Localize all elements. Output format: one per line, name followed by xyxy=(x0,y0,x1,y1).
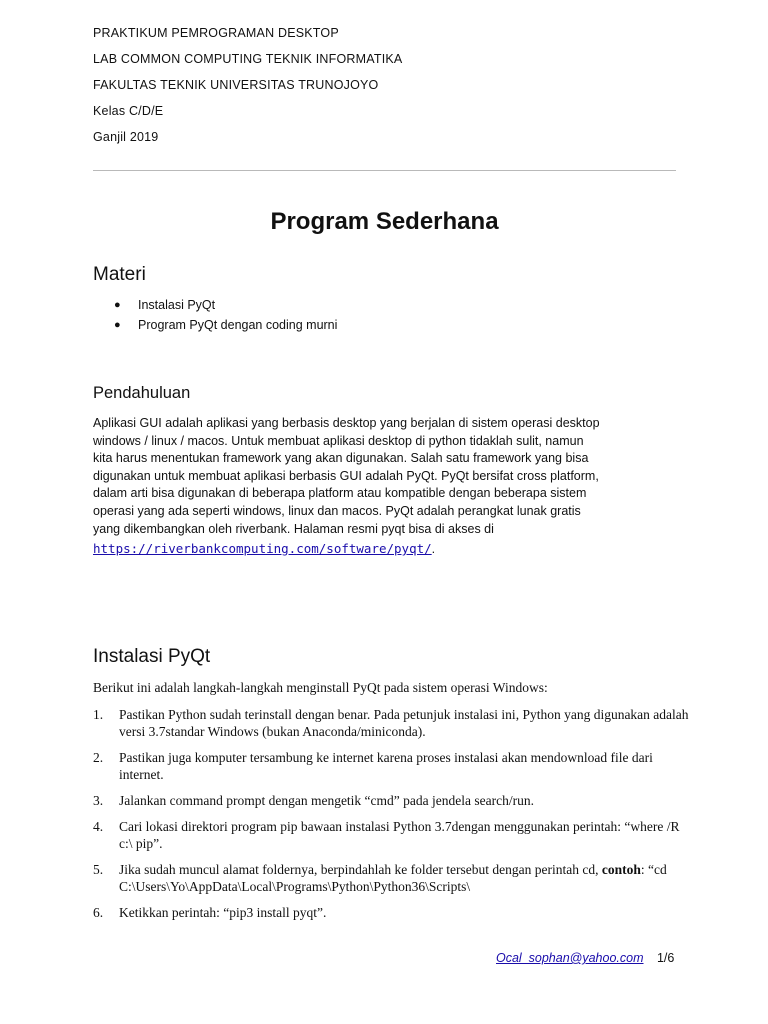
step-text-after: : “cd C:\Users\Yo\AppData\Local\Programs\Python\Python36\Scripts\ xyxy=(119,862,667,894)
step-number: 3. xyxy=(93,793,104,808)
step-text-before: Jika sudah muncul alamat foldernya, berpindahlah ke folder tersebut dengan perintah cd, xyxy=(119,862,602,877)
paragraph-line: Aplikasi GUI adalah aplikasi yang berbasis desktop yang berjalan di sistem operasi desktop xyxy=(93,416,600,430)
step-number: 4. xyxy=(93,819,104,834)
page-footer xyxy=(496,951,674,965)
page-number: 1/6 xyxy=(656,951,675,965)
course-header xyxy=(93,24,402,154)
bullet-icon: ● xyxy=(114,299,121,311)
page-title: Program Sederhana xyxy=(270,208,499,235)
step-number: 6. xyxy=(93,905,104,920)
list-item xyxy=(93,904,693,921)
step-number: 1. xyxy=(93,707,104,722)
step-text xyxy=(119,862,667,894)
header-line-faculty: FAKULTAS TEKNIK UNIVERSITAS TRUNOJOYO xyxy=(93,78,379,92)
step-text: Pastikan Python sudah terinstall dengan benar. Pada petunjuk instalasi ini, Python yang digunakan adalah versi 3.7standar Windows (bukan Anaconda/miniconda). xyxy=(119,707,689,739)
step-text-bold: contoh xyxy=(601,862,641,877)
header-line-lab: LAB COMMON COMPUTING TEKNIK INFORMATIKA xyxy=(93,52,403,66)
instalasi-heading: Instalasi PyQt xyxy=(93,646,211,667)
author-email-link[interactable]: Ocal_sophan@yahoo.com xyxy=(496,951,644,965)
paragraph-line: digunakan untuk membuat aplikasi berbasis GUI adalah PyQt. PyQt bersifat cross platform, xyxy=(93,468,599,483)
list-item xyxy=(93,706,693,740)
materi-item-text: Instalasi PyQt xyxy=(138,298,216,312)
bullet-icon: ● xyxy=(114,319,121,331)
pyqt-website-link[interactable]: https://riverbankcomputing.com/software/pyqt/ xyxy=(93,541,432,556)
list-item xyxy=(93,818,693,852)
header-line-semester: Ganjil 2019 xyxy=(93,130,159,144)
step-text: Ketikkan perintah: “pip3 install pyqt”. xyxy=(119,905,327,920)
step-text: Cari lokasi direktori program pip bawaan instalasi Python 3.7dengan menggunakan perintah: “where /R c:\ pip”. xyxy=(119,819,680,851)
list-item xyxy=(93,792,693,809)
paragraph-line: dalam arti bisa digunakan di beberapa platform atau kompatible dengan beberapa sistem xyxy=(93,486,587,501)
pendahuluan-heading: Pendahuluan xyxy=(93,384,191,402)
header-divider xyxy=(93,170,676,171)
step-number: 2. xyxy=(93,750,104,765)
step-text: Pastikan juga komputer tersambung ke internet karena proses instalasi akan mendownload file dari internet. xyxy=(119,750,653,782)
step-number: 5. xyxy=(93,862,104,877)
paragraph-line: windows / linux / macos. Untuk membuat aplikasi desktop di python tidaklah sulit, namun xyxy=(93,433,584,448)
paragraph-line: yang dikembangkan oleh riverbank. Halaman resmi pyqt bisa di akses di xyxy=(93,521,494,536)
paragraph-line: kita harus menentukan framework yang akan digunakan. Salah satu framework yang bisa xyxy=(93,451,589,466)
header-line-class: Kelas C/D/E xyxy=(93,104,164,118)
list-item xyxy=(93,861,693,895)
link-suffix: . xyxy=(431,542,436,556)
header-line-course: PRAKTIKUM PEMROGRAMAN DESKTOP xyxy=(93,26,339,40)
paragraph-line: operasi yang ada seperti windows, linux dan macos. PyQt adalah perangkat lunak gratis xyxy=(93,503,581,518)
instalasi-intro: Berikut ini adalah langkah-langkah menginstall PyQt pada sistem operasi Windows: xyxy=(93,680,548,695)
step-text: Jalankan command prompt dengan mengetik “cmd” pada jendela search/run. xyxy=(119,793,534,808)
pendahuluan-paragraph xyxy=(93,415,683,538)
materi-list xyxy=(114,296,337,336)
pyqt-link-line xyxy=(93,541,435,557)
list-item xyxy=(114,296,337,316)
list-item xyxy=(93,749,693,783)
materi-item-text: Program PyQt dengan coding murni xyxy=(138,318,338,332)
list-item xyxy=(114,316,337,336)
materi-heading: Materi xyxy=(93,264,146,285)
instalasi-steps xyxy=(93,706,693,921)
